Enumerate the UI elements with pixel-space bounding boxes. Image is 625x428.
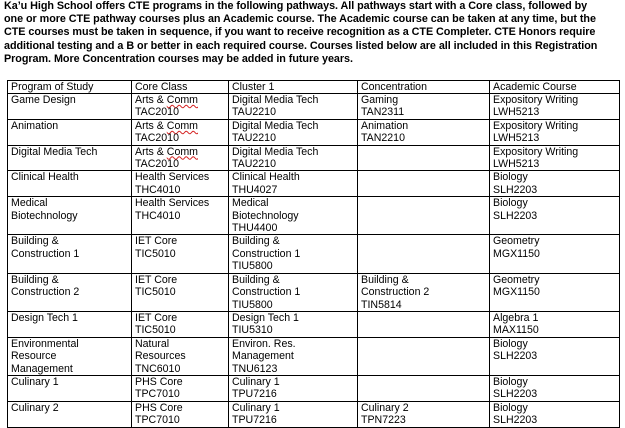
concentration-cell bbox=[358, 235, 490, 273]
cell-text: Expository Writing bbox=[493, 145, 579, 158]
cell-text: THC4010 bbox=[135, 183, 181, 196]
cell-text: TAN2210 bbox=[361, 132, 405, 145]
empty-cell bbox=[361, 376, 486, 388]
intro-line: Program. More Concentration courses may be added in future years. bbox=[4, 52, 353, 65]
header-program-of-study: Program of Study bbox=[8, 81, 132, 94]
cell-text: SLH2203 bbox=[493, 388, 538, 401]
cell-text: Medical bbox=[232, 197, 269, 210]
cell-text: IET Core bbox=[135, 235, 178, 248]
core-class-cell bbox=[132, 197, 229, 235]
empty-cell bbox=[361, 146, 486, 158]
cell-text: MAX1150 bbox=[493, 324, 539, 337]
cluster-1-cell bbox=[229, 337, 358, 375]
table-body bbox=[8, 94, 620, 428]
cell-text: TAU2210 bbox=[232, 132, 276, 145]
academic-course-cell bbox=[490, 375, 620, 401]
cell-text: Construction 2 bbox=[361, 286, 430, 299]
cell-text: Expository Writing bbox=[493, 94, 579, 106]
spellcheck-underline: Comm bbox=[166, 145, 198, 158]
cell-text: Biotechnology bbox=[232, 209, 299, 222]
intro-line: Ka’u High School offers CTE programs in the following pathways. All pathways start with a Core class, followed by bbox=[4, 0, 588, 12]
cell-text: Building & bbox=[11, 273, 59, 286]
cell-text: Geometry bbox=[493, 273, 540, 286]
empty-cell bbox=[361, 171, 486, 183]
table-row bbox=[8, 273, 620, 311]
cell-text: Culinary 2 bbox=[361, 401, 409, 414]
cell-text: Construction 1 bbox=[232, 247, 301, 260]
core-class-cell bbox=[132, 145, 229, 171]
core-class-cell bbox=[132, 401, 229, 427]
concentration-cell bbox=[358, 273, 490, 311]
header-core-class: Core Class bbox=[132, 81, 229, 94]
cluster-1-cell bbox=[229, 375, 358, 401]
cell-text: TIU5800 bbox=[232, 298, 273, 311]
cell-text: TIN5814 bbox=[361, 298, 402, 311]
cte-pathways-table bbox=[7, 80, 620, 428]
table-row bbox=[8, 235, 620, 273]
academic-course-cell bbox=[490, 171, 620, 197]
cell-text: TAC2010 bbox=[135, 132, 179, 145]
concentration-cell bbox=[358, 171, 490, 197]
cell-text: TPC7010 bbox=[135, 388, 180, 401]
program-cell bbox=[8, 311, 132, 337]
empty-cell bbox=[361, 235, 486, 247]
concentration-cell bbox=[358, 94, 490, 120]
cell-text: TIC5010 bbox=[135, 324, 176, 337]
table-header-row bbox=[8, 81, 620, 94]
cell-text: TNC6010 bbox=[135, 362, 181, 375]
empty-cell bbox=[361, 197, 486, 209]
cell-text: Natural bbox=[135, 337, 170, 350]
cell-text: MGX1150 bbox=[493, 286, 540, 299]
academic-course-cell bbox=[490, 235, 620, 273]
cluster-1-cell bbox=[229, 197, 358, 235]
cell-text: TAC2010 bbox=[135, 158, 179, 171]
cell-text: Culinary 2 bbox=[11, 401, 59, 414]
concentration-cell bbox=[358, 119, 490, 145]
table-row bbox=[8, 375, 620, 401]
cell-text: LWH5213 bbox=[493, 158, 540, 171]
table-row bbox=[8, 311, 620, 337]
cell-text: Environ. Res. bbox=[232, 337, 296, 350]
cell-text: Biology bbox=[493, 375, 528, 388]
cell-text: Arts & Comm bbox=[135, 119, 198, 132]
cell-text: Building & bbox=[361, 273, 409, 286]
core-class-cell bbox=[132, 273, 229, 311]
cell-text: Game Design bbox=[11, 94, 76, 106]
cell-text: SLH2203 bbox=[493, 350, 538, 363]
cluster-1-cell bbox=[229, 145, 358, 171]
cell-text: THU4400 bbox=[232, 222, 278, 235]
spellcheck-underline: Comm bbox=[166, 119, 198, 132]
cell-text: LWH5213 bbox=[493, 132, 540, 145]
cell-text: Digital Media Tech bbox=[232, 94, 319, 106]
cell-text: TAU2210 bbox=[232, 106, 276, 119]
program-cell bbox=[8, 375, 132, 401]
concentration-cell bbox=[358, 401, 490, 427]
academic-course-cell bbox=[490, 94, 620, 120]
program-cell bbox=[8, 197, 132, 235]
table-row bbox=[8, 401, 620, 427]
header-cluster-1: Cluster 1 bbox=[229, 81, 358, 94]
core-class-cell bbox=[132, 337, 229, 375]
program-cell bbox=[8, 273, 132, 311]
cell-text: THU4027 bbox=[232, 183, 278, 196]
cell-text: Gaming bbox=[361, 94, 399, 106]
cluster-1-cell bbox=[229, 119, 358, 145]
academic-course-cell bbox=[490, 197, 620, 235]
core-class-cell bbox=[132, 375, 229, 401]
cell-text: Management bbox=[232, 350, 294, 363]
cell-text: TPU7216 bbox=[232, 388, 277, 401]
cell-text: Expository Writing bbox=[493, 119, 579, 132]
cell-text: Environmental bbox=[11, 337, 79, 350]
cell-text: TIU5800 bbox=[232, 260, 273, 273]
core-class-cell bbox=[132, 119, 229, 145]
cell-text: TPN7223 bbox=[361, 414, 406, 427]
cell-text: TPC7010 bbox=[135, 414, 180, 427]
program-cell bbox=[8, 119, 132, 145]
spellcheck-underline: Comm bbox=[166, 94, 198, 106]
cell-text: Biology bbox=[493, 401, 528, 414]
cell-text: Geometry bbox=[493, 235, 540, 248]
cell-text: Construction 2 bbox=[11, 286, 80, 299]
intro-line: additional testing and a B or better in each required course. Courses listed below are all included in this Registration bbox=[4, 39, 598, 52]
cell-text: Design Tech 1 bbox=[11, 311, 78, 324]
intro-paragraph bbox=[4, 0, 620, 66]
cell-text: Biology bbox=[493, 337, 528, 350]
program-cell bbox=[8, 145, 132, 171]
concentration-cell bbox=[358, 197, 490, 235]
table-row bbox=[8, 171, 620, 197]
academic-course-cell bbox=[490, 337, 620, 375]
cell-text: Clinical Health bbox=[11, 171, 79, 184]
intro-line: one or more CTE pathway courses plus an Academic course. The Academic course can be taken at any time, but the bbox=[4, 13, 596, 26]
cell-text: Biology bbox=[493, 197, 528, 210]
cell-text: Construction 1 bbox=[11, 247, 80, 260]
cell-text: Management bbox=[11, 362, 73, 375]
program-cell bbox=[8, 401, 132, 427]
program-cell bbox=[8, 94, 132, 120]
table-row bbox=[8, 119, 620, 145]
cell-text: Arts & Comm bbox=[135, 145, 198, 158]
cell-text: SLH2203 bbox=[493, 414, 538, 427]
cell-text: Digital Media Tech bbox=[232, 145, 319, 158]
cell-text: PHS Core bbox=[135, 375, 183, 388]
academic-course-cell bbox=[490, 273, 620, 311]
cell-text: Resources bbox=[135, 350, 186, 363]
core-class-cell bbox=[132, 171, 229, 197]
academic-course-cell bbox=[490, 311, 620, 337]
cell-text: Biology bbox=[493, 171, 528, 184]
header-concentration: Concentration bbox=[358, 81, 490, 94]
empty-cell bbox=[361, 338, 486, 350]
cell-text: Animation bbox=[361, 119, 409, 132]
table-row bbox=[8, 337, 620, 375]
program-cell bbox=[8, 337, 132, 375]
cell-text: Construction 1 bbox=[232, 286, 301, 299]
cell-text: TAN2311 bbox=[361, 106, 405, 119]
program-cell bbox=[8, 235, 132, 273]
cell-text: Animation bbox=[11, 119, 59, 132]
cell-text: Arts & Comm bbox=[135, 94, 198, 106]
cell-text: TAU2210 bbox=[232, 158, 276, 171]
cell-text: Resource bbox=[11, 350, 57, 363]
cell-text: Clinical Health bbox=[232, 171, 300, 184]
concentration-cell bbox=[358, 311, 490, 337]
cell-text: Medical bbox=[11, 197, 48, 210]
cell-text: Culinary 1 bbox=[232, 401, 280, 414]
cluster-1-cell bbox=[229, 94, 358, 120]
core-class-cell bbox=[132, 94, 229, 120]
cluster-1-cell bbox=[229, 311, 358, 337]
academic-course-cell bbox=[490, 145, 620, 171]
header-academic-course: Academic Course bbox=[490, 81, 620, 94]
cell-text: TAC2010 bbox=[135, 106, 179, 119]
cell-text: Digital Media Tech bbox=[232, 119, 319, 132]
cell-text: LWH5213 bbox=[493, 106, 540, 119]
table-row bbox=[8, 145, 620, 171]
cell-text: Health Services bbox=[135, 197, 210, 210]
program-cell bbox=[8, 171, 132, 197]
cell-text: SLH2203 bbox=[493, 183, 538, 196]
cell-text: Building & bbox=[232, 235, 280, 248]
cell-text: SLH2203 bbox=[493, 209, 538, 222]
core-class-cell bbox=[132, 235, 229, 273]
core-class-cell bbox=[132, 311, 229, 337]
cell-text: TPU7216 bbox=[232, 414, 277, 427]
concentration-cell bbox=[358, 375, 490, 401]
concentration-cell bbox=[358, 337, 490, 375]
cell-text: Culinary 1 bbox=[232, 375, 280, 388]
cell-text: Algebra 1 bbox=[493, 311, 539, 324]
cell-text: THC4010 bbox=[135, 209, 181, 222]
cluster-1-cell bbox=[229, 273, 358, 311]
table-row bbox=[8, 94, 620, 120]
cell-text: Building & bbox=[11, 235, 59, 248]
cell-text: IET Core bbox=[135, 273, 178, 286]
cell-text: TNU6123 bbox=[232, 362, 278, 375]
empty-cell bbox=[361, 312, 486, 324]
cell-text: Building & bbox=[232, 273, 280, 286]
concentration-cell bbox=[358, 145, 490, 171]
cluster-1-cell bbox=[229, 235, 358, 273]
cluster-1-cell bbox=[229, 401, 358, 427]
table-row bbox=[8, 197, 620, 235]
cell-text: IET Core bbox=[135, 311, 178, 324]
cell-text: MGX1150 bbox=[493, 247, 540, 260]
cell-text: TIU5310 bbox=[232, 324, 273, 337]
cluster-1-cell bbox=[229, 171, 358, 197]
cell-text: TIC5010 bbox=[135, 247, 176, 260]
academic-course-cell bbox=[490, 119, 620, 145]
cell-text: Culinary 1 bbox=[11, 375, 59, 388]
cell-text: Biotechnology bbox=[11, 209, 78, 222]
cell-text: Design Tech 1 bbox=[232, 311, 299, 324]
cell-text: PHS Core bbox=[135, 401, 183, 414]
cell-text: TIC5010 bbox=[135, 286, 176, 299]
cell-text: Health Services bbox=[135, 171, 210, 184]
academic-course-cell bbox=[490, 401, 620, 427]
intro-line: CTE courses must be taken in sequence, if you want to receive recognition as a CTE Completer. CTE Honors require bbox=[4, 26, 596, 39]
cell-text: Digital Media Tech bbox=[11, 145, 98, 158]
